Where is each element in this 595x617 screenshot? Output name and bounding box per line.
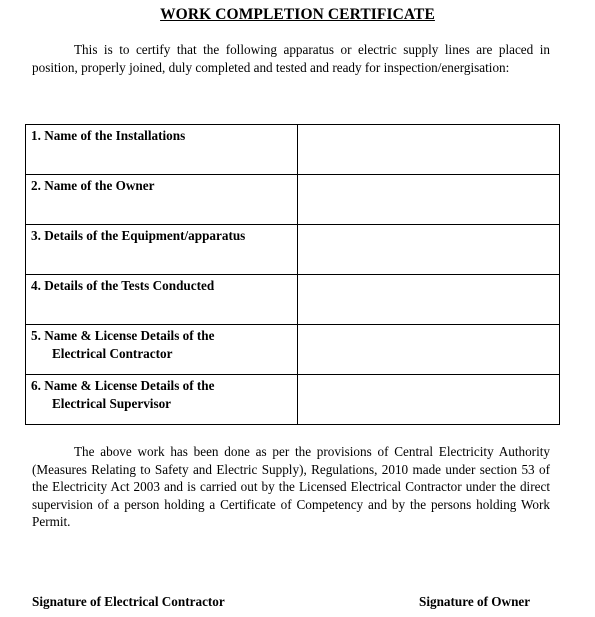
- supervisor-license-value-cell: [298, 375, 560, 425]
- row-label: 3. Details of the Equipment/apparatus: [31, 228, 246, 243]
- owner-name-value-cell: [298, 175, 560, 225]
- certificate-title: WORK COMPLETION CERTIFICATE: [160, 6, 435, 23]
- contractor-license-value-cell: [298, 325, 560, 375]
- table-row: [26, 125, 560, 175]
- contractor-signature-label: Signature of Electrical Contractor: [32, 594, 225, 609]
- tests-conducted-label-cell: [26, 275, 298, 325]
- supervisor-license-label-cell: [26, 375, 298, 425]
- table-row: [26, 275, 560, 325]
- table-row: [26, 175, 560, 225]
- row-label: 5. Name & License Details of the: [31, 328, 215, 343]
- contractor-license-label-cell: [26, 325, 298, 375]
- row-label: 1. Name of the Installations: [31, 128, 186, 143]
- row-label: 2. Name of the Owner: [31, 178, 155, 193]
- table-row: [26, 225, 560, 275]
- intro-paragraph: This is to certify that the following apparatus or electric supply lines are placed in position, properly joined, duly completed and tested and ready for inspection/energisation:: [32, 42, 550, 75]
- table-row: [26, 375, 560, 425]
- installation-name-label-cell: [26, 125, 298, 175]
- installation-name-value-cell: [298, 125, 560, 175]
- row-label-continuation: Electrical Supervisor: [52, 395, 172, 411]
- equipment-details-value-cell: [298, 225, 560, 275]
- owner-name-label-cell: [26, 175, 298, 225]
- closing-paragraph: The above work has been done as per the provisions of Central Electricity Authority (Measures Relating to Safety and Electric Supply), Regulations, 2010 made under section 53 of the Electricity Act 2003 and is carried out by the Licensed Electrical Contractor under the direct supervision of a person holding a Certificate of Competency and by the persons holding Work Permit.: [32, 444, 550, 529]
- row-label-continuation: Electrical Contractor: [52, 345, 173, 361]
- equipment-details-label-cell: [26, 225, 298, 275]
- table-row: [26, 325, 560, 375]
- details-table: [25, 124, 560, 425]
- row-label: 6. Name & License Details of the: [31, 378, 215, 393]
- tests-conducted-value-cell: [298, 275, 560, 325]
- owner-signature-label: Signature of Owner: [419, 594, 531, 609]
- row-label: 4. Details of the Tests Conducted: [31, 278, 215, 293]
